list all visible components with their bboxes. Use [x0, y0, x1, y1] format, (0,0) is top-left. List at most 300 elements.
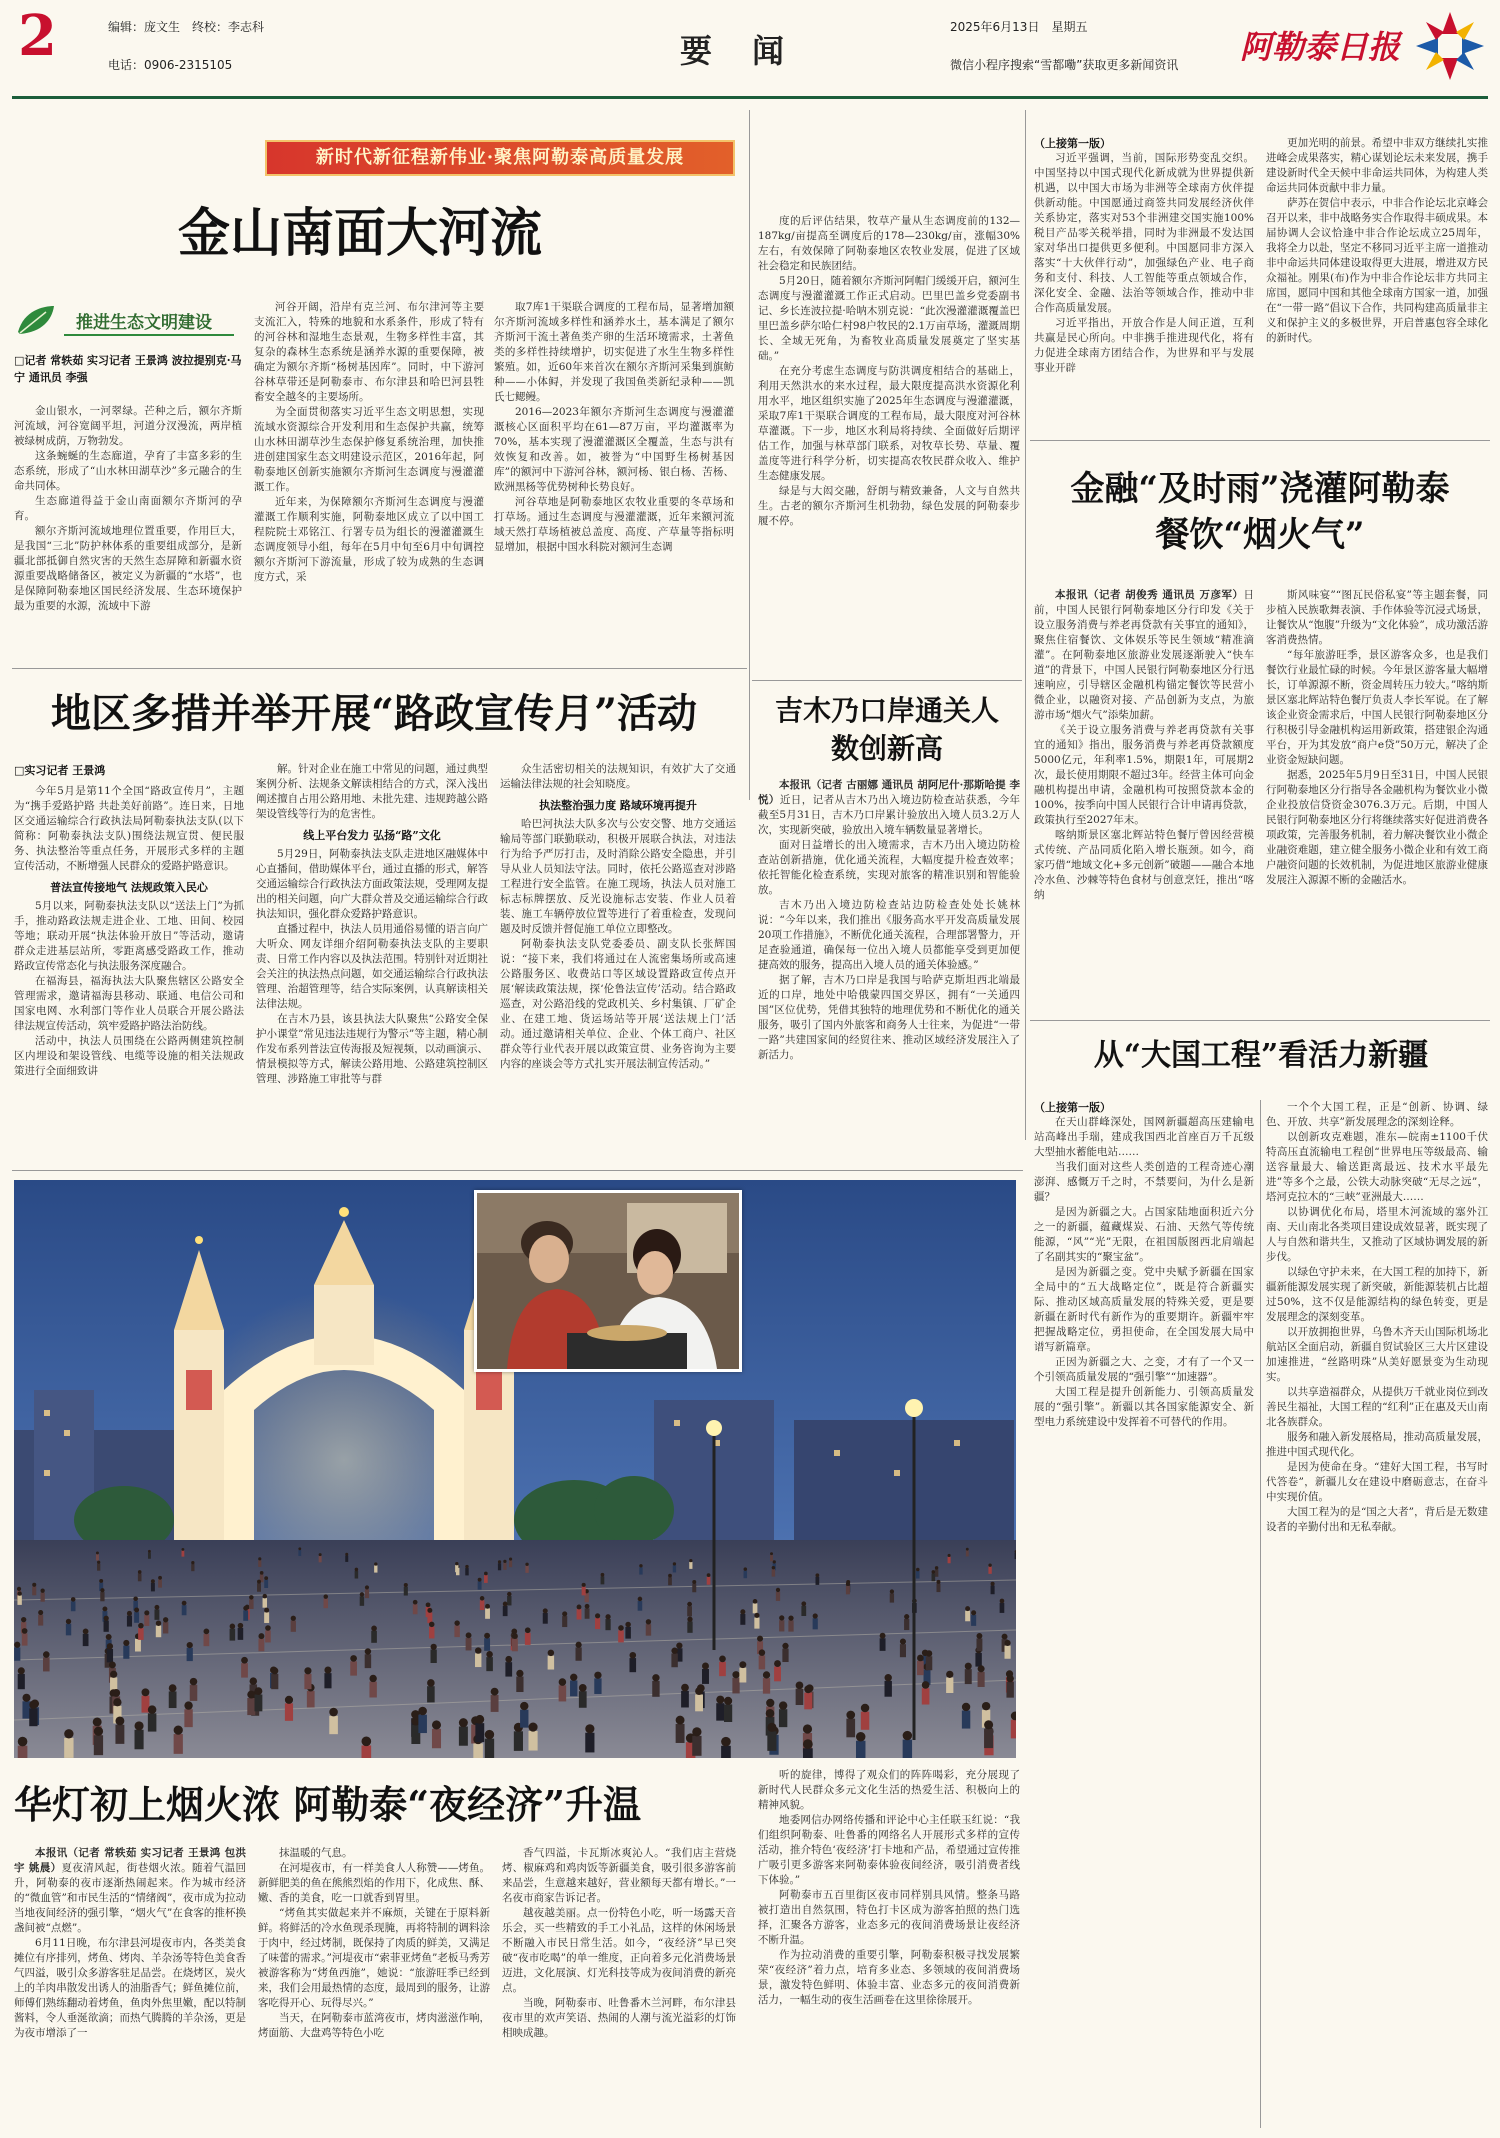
person-figure — [724, 1704, 732, 1722]
person-head — [668, 1574, 672, 1578]
article1-title: 金山南面大河流 — [177, 203, 542, 264]
person-figure — [796, 1689, 804, 1705]
person-head — [465, 1565, 468, 1568]
person-head — [846, 1711, 855, 1720]
person-head — [466, 1632, 472, 1638]
person-figure — [668, 1577, 672, 1585]
article7-byline: 本报讯（记者 常轶茹 实习记者 王景鸿 包洪宇 姚晨） — [14, 1847, 246, 1874]
person-figure — [978, 1672, 985, 1687]
person-figure — [707, 1577, 711, 1585]
person-head — [804, 1685, 812, 1693]
person-head — [880, 1633, 886, 1639]
person-figure — [66, 1624, 71, 1636]
person-head — [689, 1559, 692, 1562]
person-figure — [782, 1649, 788, 1662]
person-figure — [238, 1628, 244, 1640]
person-figure — [975, 1653, 981, 1667]
banner-text: 新时代新征程新伟业·聚焦阿勒泰高质量发展 — [315, 147, 685, 168]
person-figure — [243, 1610, 248, 1621]
person-figure — [816, 1577, 820, 1585]
person-head — [503, 1602, 508, 1607]
person-figure — [922, 1688, 930, 1704]
person-head — [813, 1613, 818, 1618]
person-head — [285, 1696, 293, 1704]
person-figure — [498, 1563, 501, 1570]
person-figure — [721, 1746, 731, 1758]
person-head — [962, 1703, 970, 1711]
person-head — [138, 1570, 142, 1574]
person-head — [803, 1724, 812, 1733]
person-figure — [138, 1574, 142, 1582]
person-head — [110, 1671, 117, 1678]
person-head — [191, 1561, 194, 1564]
person-figure — [475, 1723, 484, 1742]
person-figure — [625, 1627, 630, 1639]
person-head — [978, 1665, 985, 1672]
person-head — [431, 1644, 437, 1650]
person-figure — [473, 1743, 483, 1758]
person-figure — [687, 1621, 692, 1632]
person-figure — [559, 1685, 567, 1701]
person-figure — [976, 1638, 982, 1651]
person-head — [485, 1604, 490, 1609]
person-figure — [1006, 1682, 1013, 1698]
person-figure — [740, 1614, 745, 1625]
person-head — [548, 1650, 554, 1656]
editor-line: 编辑：庞文生 终校：李志科 — [108, 20, 265, 34]
person-head — [169, 1684, 177, 1692]
person-figure — [503, 1606, 508, 1616]
article1-kicker — [14, 302, 234, 342]
person-head — [528, 1722, 537, 1731]
person-figure — [903, 1740, 912, 1758]
person-head — [109, 1661, 116, 1668]
person-head — [716, 1696, 724, 1704]
person-head — [134, 1608, 139, 1613]
person-figure — [525, 1566, 528, 1573]
person-head — [676, 1716, 685, 1725]
person-head — [562, 1611, 567, 1616]
person-head — [692, 1727, 701, 1736]
person-figure — [123, 1646, 129, 1659]
article3-byline: 本报讯（记者 古丽娜 通讯员 胡阿尼什·那斯哈提 李悦） — [758, 779, 1020, 806]
person-head — [204, 1629, 210, 1635]
person-head — [241, 1657, 248, 1664]
person-figure — [324, 1599, 328, 1609]
person-head — [304, 1667, 311, 1674]
person-head — [174, 1725, 183, 1734]
person-figure — [585, 1608, 590, 1618]
person-figure — [543, 1613, 548, 1624]
person-head — [38, 1610, 43, 1615]
person-figure — [324, 1673, 331, 1688]
person-figure — [904, 1619, 909, 1630]
person-figure — [100, 1592, 104, 1601]
person-head — [916, 1568, 920, 1572]
article5-col2: 斯风味宴”“图瓦民俗私宴”等主题套餐，同步植入民族歌舞表演、手作体验等沉浸式场景，让餐饮从“饱腹”升级为“文化体验”，成功激活游客消费热情。 “每年旅游旺季，景区游客众多，也是我们餐饮行业最忙碌的时候。今年景区游客量大幅增长，订单源源不断，资金周转压力较大。”喀纳斯景区塞北辉站特色餐厅负责人李长军说。在了解该企业资金需求后，中国人民银行阿勒泰地区分行积极引导金融机构运用新政策，搭建银企沟通平台，开为其发放“商户e贷”50万元，解决了企业资金短缺问题。 据悉，2025年5月9日至31日，中国人民银行阿勒泰地区分行指导各金融机构为餐饮业小微企业投放信贷资金3076.3万元。后期，中国人民银行阿勒泰地区分行将继续落实好促进消费各项政策，完善服务机制，着力解决餐饮业小微企业融资难题，建立健全服务小微企业和有效工商户融资问题的长效机制，为促进地区旅游业健康发展注入源源不断的金融活水。 — [1266, 589, 1488, 886]
person-head — [350, 1655, 357, 1662]
person-figure — [127, 1616, 132, 1627]
person-figure — [763, 1678, 770, 1694]
person-head — [22, 1694, 30, 1702]
person-figure — [971, 1615, 976, 1626]
person-figure — [776, 1592, 780, 1601]
person-figure — [779, 1709, 787, 1727]
person-figure — [22, 1633, 28, 1645]
article7-col2: 抹温暖的气息。 在河堤夜市，有一样美食人人称赞——烤鱼。新鲜肥美的鱼在熊熊烈焰的作用下，化成焦、酥、嫩、香的美食，吃一口就香到胃里。 “烤鱼其实做起来并不麻烦，关键在于原料新鲜。将鲜活的冷水鱼现杀现腌，再将特制的调料涂于肉中，经过烤制，既保持了肉质的鲜美，又满足了味蕾的需求。”河堤夜市“索菲亚烤鱼”老板马秀芳被游客称为“烤鱼西施”，她说：“旅游旺季已经到来，我们会用最热情的态度，最周到的服务，让游客吃得开心、玩得尽兴。” 当天，在阿勒泰市蓝湾夜市，烤肉滋滋作响，烤面筋、大盘鸡等特色小吃 — [258, 1847, 490, 2039]
person-head — [154, 1605, 159, 1610]
person-figure — [846, 1719, 855, 1738]
person-head — [418, 1707, 427, 1716]
person-figure — [774, 1667, 781, 1682]
person-figure — [673, 1565, 676, 1572]
person-head — [484, 1572, 488, 1576]
person-figure — [241, 1663, 248, 1677]
person-figure — [966, 1550, 969, 1556]
wechat-line: 微信小程序搜索“雪都嘞”获取更多新闻资讯 — [950, 58, 1179, 72]
person-figure — [307, 1691, 315, 1708]
person-figure — [739, 1668, 746, 1683]
person-figure — [520, 1710, 528, 1728]
article2-byline: □实习记者 王景鸿 — [14, 764, 106, 777]
person-head — [123, 1640, 129, 1646]
person-figure — [263, 1598, 267, 1608]
person-figure — [926, 1656, 933, 1670]
person-head — [618, 1625, 624, 1631]
person-figure — [184, 1709, 192, 1727]
person-figure — [190, 1685, 198, 1701]
person-figure — [29, 1708, 37, 1726]
person-head — [695, 1687, 703, 1695]
article2-col3: 众生活密切相关的法规知识，有效扩大了交通运输法律法规的社会知晓度。 执法整治强力度 路域环境再提升 哈巴河执法大队多次与公安交警、地方交通运输局等部门联勤联动，积极开展联合执法，对违法行为给予严厉打击，及时消除公路安全隐患，并引导从业人员知法守法。同时，依托公路巡查对涉路工程进行安全监管。在施工现场，执法人员对施工标志标牌摆放、反光设施标志安装、作业人员着装、施工车辆停放位置等进行了着重检查，发现问题及时反馈并督促施工单位立即整改。 阿勒泰执法支队党委委员、副支队长张辉国说：“接下来，我们将通过在人流密集场所或高速公路服务区、收费站口等区域设置路政宣传点开展‘解读政策法规，探‘伦鲁法宣传’活动。结合路政巡查，对公路沿线的党政机关、乡村集镇、厂矿企业、在建工地、货运场站等开展‘送法规上门’活动。通过邀请相关单位、企业、个体工商户、社区群众等行业代表开展以政策宣贯、业务咨询为主要内容的座谈会等方式扎实开展法制宣传活动。” — [500, 763, 736, 1070]
person-head — [17, 1591, 21, 1595]
person-head — [181, 1548, 184, 1551]
person-figure — [570, 1680, 577, 1696]
person-head — [585, 1604, 590, 1609]
person-head — [763, 1671, 770, 1678]
person-head — [525, 1563, 528, 1566]
person-figure — [804, 1693, 812, 1710]
person-figure — [291, 1621, 296, 1632]
person-head — [362, 1737, 372, 1747]
person-head — [250, 1677, 258, 1685]
person-head — [18, 1737, 28, 1747]
person-figure — [548, 1656, 554, 1670]
person-head — [766, 1699, 774, 1707]
article1-col2: 河谷开阔，沿岸有克兰河、布尔津河等主要支流汇入，特殊的地貌和水系条件，形成了特有的河谷林和湿地生态景观，生物多样性丰富，其复杂的森林生态系统是涵养水源的重要保障，被确定为额尔齐斯“杨树基因库”。同时，中下游河谷林草带还是阿勒泰市、布尔津县和哈巴河县牲畜安全越冬的主要场所。 为全面贯彻落实习近平生态文明思想，实现流域水资源综合开发利用和生态保护共赢，统筹山水林田湖草沙生态保护修复系统治理，加快推进创建国家生态文明建设示范区，2016年起，阿勒泰地区创新实施额尔齐斯河生态调度与漫灌灌溉工作。 近年来，为保障额尔齐斯河生态调度与漫灌灌溉工作顺利实施，阿勒泰地区成立了以中国工程院院士邓铭江、行署专员为组长的漫灌灌溉生态调度领导小组，每年在5月中旬至6月中旬调控额尔齐斯河下游流量，形成了较为成熟的生态调度方式，采 — [254, 301, 484, 583]
person-figure — [151, 1583, 155, 1591]
article2-subhead2: 线上平台发力 弘扬“路”文化 — [303, 829, 441, 842]
person-figure — [169, 1691, 177, 1708]
person-head — [687, 1617, 692, 1622]
person-figure — [1005, 1646, 1011, 1659]
person-head — [260, 1571, 264, 1575]
person-figure — [948, 1557, 951, 1564]
person-figure — [365, 1589, 369, 1598]
person-figure — [148, 1713, 157, 1731]
article6-col1: （上接第一版） 在天山群峰深处，国网新疆超高压建输电站高峰出手瑞，建成我国西北首座百万千瓦级大型抽水蓄能电站…… 当我们面对这些人类创造的工程奇迹心潮澎湃、感慨万千之时，不禁要问，为什么是新疆？ 是因为新疆之大。占国家陆地面积近六分之一的新疆，蕴藏煤炭、石油、天然气等传统能源，“风”“光”无限，在祖国版图西北肩端起了名副其实的“聚宝盆”。 是因为新疆之变。党中央赋予新疆在国家全局中的“五大战略定位”，既是符合新疆实际、推动区域高质量发展的特殊关爱，更是要新疆在新时代有新作为的重要期许。新疆牢牢把握战略定位，勇担使命，在全国发展大局中谱写新篇章。 正因为新疆之大、之变，才有了一个又一个引领高质量发展的“强引擎”“加速器”。 大国工程是提升创新能力、引领高质量发展的“强引擎”。新疆以其各国家能源安全、新型电力系统建设中发挥着不可替代的作用。 — [1034, 1101, 1254, 1428]
person-figure — [459, 1726, 468, 1745]
person-head — [576, 1642, 582, 1648]
person-figure — [365, 1654, 371, 1668]
person-figure — [362, 1745, 372, 1758]
person-head — [71, 1597, 76, 1602]
person-figure — [418, 1715, 427, 1733]
person-figure — [466, 1638, 472, 1651]
person-head — [605, 1614, 610, 1619]
person-figure — [484, 1575, 488, 1583]
person-head — [427, 1608, 432, 1613]
person-head — [773, 1560, 776, 1563]
person-figure — [43, 1657, 50, 1671]
article2-subhead3: 执法整治强力度 路域环境再提升 — [539, 799, 697, 812]
person-head — [135, 1721, 144, 1730]
person-head — [475, 1647, 481, 1653]
person-figure — [374, 1565, 377, 1572]
person-figure — [64, 1738, 73, 1758]
person-head — [374, 1562, 377, 1565]
person-figure — [577, 1609, 582, 1619]
inset-photo — [474, 1190, 742, 1372]
person-figure — [753, 1603, 758, 1613]
article2-col1: 今年5月是第11个全国“路政宣传月”，主题为“携手爱路护路 共赴美好前路”。连日来，日地区交通运输综合行政执法局阿勒泰执法支队(以下简称：阿勒泰执法支队)围绕法规宣贯、便民服务、执法整治等重点任务，开展形式多样的主题宣传活动，不断增强人民群众的爱路护路意识。 普法宣传接地气 法规政策入民心 5月以来，阿勒泰执法支队以“送法上门”为抓手，推动路政法规走进企业、工地、田间、校园等地；联动开展“执法体验开放日”等活动，邀请群众走进基层站所，零距离感受路政工作，推动路政宣传常态化与执法服务深度融合。 在福海县，福海执法大队聚焦辖区公路安全管理需求，邀请福海县移动、联通、电信公司和国家电网、水利部门等作业人员联合开展公路法律法规宣传活动，筑牢爱路护路法治防线。 活动中，执法人员围绕在公路两侧建筑控制区内埋设和架设管线、电缆等设施的相关法规政策进行全面细致讲 — [14, 785, 244, 1077]
person-figure — [182, 1605, 187, 1615]
person-figure — [962, 1711, 970, 1729]
person-figure — [18, 1746, 28, 1758]
person-figure — [1015, 1553, 1016, 1559]
person-figure — [247, 1698, 255, 1715]
article6-title: 从“大国工程”看活力新疆 — [1093, 1038, 1429, 1073]
person-head — [187, 1642, 193, 1648]
person-figure — [319, 1556, 322, 1562]
person-head — [767, 1723, 776, 1732]
person-head — [127, 1611, 132, 1616]
phone-line: 电话：0906-2315105 — [108, 58, 233, 72]
person-head — [922, 1681, 930, 1689]
tasting-photo — [477, 1193, 739, 1369]
person-figure — [427, 1612, 432, 1623]
person-head — [498, 1560, 501, 1563]
person-figure — [595, 1618, 600, 1629]
person-figure — [148, 1553, 151, 1559]
person-head — [673, 1562, 676, 1565]
person-head — [948, 1554, 951, 1557]
person-head — [138, 1623, 144, 1629]
person-head — [507, 1592, 511, 1596]
person-head — [247, 1691, 255, 1699]
person-head — [965, 1606, 970, 1611]
person-figure — [465, 1568, 468, 1575]
person-figure — [779, 1620, 784, 1631]
person-figure — [115, 1725, 124, 1744]
person-figure — [754, 1618, 759, 1629]
person-head — [264, 1608, 269, 1613]
person-head — [525, 1627, 531, 1633]
person-head — [148, 1550, 151, 1553]
person-head — [629, 1652, 636, 1659]
person-head — [976, 1633, 982, 1639]
person-head — [732, 1671, 739, 1678]
person-figure — [271, 1674, 278, 1689]
article4-col2: 更加光明的前景。希望中非双方继续扎实推进峰会成果落实，精心谋划论坛未来发展，携手建设新时代全天候中非命运共同体，为构建人类命运共同体贡献中非力量。 萨苏在贺信中表示，中非合作论坛北京峰会召开以来，非中战略务实合作取得丰硕成果。本届协调人会议恰逢中非合作论坛成立25周年，我将全力以赴，坚定不移同习近平主席一道推动非中命运共同体建设取得更大进展，增进双方民众福祉。刚果(布)作为中非合作论坛非方共同主席国，愿同中国和其他全球南方国家一道，加强在“一带一路”倡议下合作，共同构建高质量非主义和保护主义的多极世界，开启普惠包容全球化的新时代。 — [1266, 137, 1488, 344]
person-figure — [788, 1620, 793, 1631]
person-figure — [965, 1611, 970, 1622]
person-head — [104, 1616, 109, 1621]
person-head — [319, 1553, 322, 1556]
person-figure — [484, 1638, 490, 1651]
person-head — [96, 1551, 99, 1554]
person-figure — [932, 1573, 936, 1581]
person-figure — [562, 1616, 567, 1627]
person-head — [257, 1580, 261, 1584]
person-head — [559, 1678, 567, 1686]
person-head — [991, 1582, 995, 1586]
person-figure — [258, 1639, 264, 1652]
person-figure — [138, 1628, 144, 1640]
person-head — [744, 1567, 748, 1571]
article7-col4: 听的旋律，博得了观众们的阵阵喝彩，充分展现了新时代人民群众多元文化生活的热爱生活、积极向上的精神风貌。 地委网信办网络传播和评论中心主任联玉红说：“我们组织阿勒泰、吐鲁番的网络名人开展形式多样的宣传活动，推介特色‘夜经济’打卡地和产品，希望通过宣传推广吸引更多游客来阿勒泰体验夜间经济，吸引消费者线下体验。” 阿勒泰市五百里街区夜市同样别具风情。整条马路被打造出自然氛围，特色打卡区成为游客拍照的热门选择，汇聚各方游客，业态多元的夜间消费场景让夜经济不断升温。 作为拉动消费的重要引擎，阿勒泰积极寻找发展繁荣“夜经济”着力点，培育多业态、多领域的夜间消费场景，激发特色鲜明、体验丰富、业态多元的夜间消费新活力，一幅生动的夜生活画卷在这里徐徐展开。 — [758, 1769, 1020, 2006]
person-head — [365, 1585, 369, 1589]
person-head — [151, 1579, 155, 1583]
person-figure — [605, 1619, 610, 1630]
person-head — [638, 1597, 643, 1602]
person-head — [99, 1579, 103, 1583]
person-head — [455, 1562, 458, 1565]
person-head — [904, 1614, 909, 1619]
person-figure — [491, 1695, 499, 1712]
person-figure — [480, 1600, 485, 1610]
person-head — [646, 1619, 651, 1624]
person-head — [754, 1613, 759, 1618]
person-head — [454, 1620, 459, 1625]
person-figure — [265, 1630, 271, 1642]
person-head — [148, 1705, 157, 1714]
person-head — [702, 1663, 709, 1670]
person-head — [903, 1731, 912, 1740]
person-figure — [163, 1622, 168, 1633]
person-head — [485, 1730, 494, 1739]
person-head — [258, 1633, 264, 1639]
person-head — [1006, 1675, 1013, 1682]
person-head — [932, 1570, 936, 1574]
person-head — [719, 1656, 726, 1663]
person-figure — [890, 1593, 894, 1602]
person-figure — [404, 1587, 408, 1596]
person-head — [255, 1687, 263, 1695]
person-head — [29, 1701, 37, 1709]
person-figure — [695, 1694, 703, 1711]
person-head — [243, 1606, 248, 1611]
person-figure — [32, 1587, 36, 1596]
person-figure — [689, 1562, 692, 1569]
article5-title: 金融“及时雨”浇灌阿勒泰餐饮“烟火气” — [1070, 469, 1450, 555]
person-head — [757, 1636, 763, 1642]
person-head — [190, 1678, 198, 1686]
person-head — [965, 1663, 972, 1670]
person-figure — [594, 1678, 601, 1694]
person-figure — [638, 1601, 643, 1611]
person-head — [966, 1548, 969, 1551]
person-figure — [345, 1556, 348, 1562]
person-head — [115, 1716, 124, 1725]
person-head — [766, 1709, 775, 1718]
person-head — [774, 1660, 781, 1667]
person-head — [594, 1672, 601, 1679]
article1-col3: 取7库1干渠联合调度的工程布局，显著增加额尔齐斯河流域多样性和涵养水土，基本满足了额尔齐斯河干流土著鱼类产卵的生活环境需求，土著鱼类的多样性持续增护，切实促进了水生生物多样性繁殖。如，近60年来首次在额尔齐斯河采集到旗鲂种——小体鲟，并发现了我国鱼类新纪录种——凯氏七鳃鳗。 2016—2023年额尔齐斯河生态调度与漫灌灌溉核心区面积平均在61—87万亩，平均灌溉率为70%，基本实现了漫灌灌溉区全覆盖，生态与洪有效恢复和改善。如，被誉为“中国野生杨树基因库”的额河中下游河谷林，额河杨、银白杨、苦杨、欧洲黑杨等优势树种长势良好。 河谷草地是阿勒泰地区农牧业重要的冬草场和打草场。通过生态调度与漫灌灌溉，近年来额河流域天然打草场植被总盖度、高度、产草量等指标明显增加，根据中国水科院对额河生态调 — [494, 301, 734, 553]
person-head — [404, 1583, 408, 1587]
person-figure — [17, 1595, 21, 1604]
person-head — [360, 1592, 364, 1596]
person-head — [480, 1596, 485, 1601]
main-photo — [14, 1180, 1016, 1758]
person-head — [671, 1648, 677, 1654]
person-head — [113, 1698, 121, 1706]
person-figure — [767, 1731, 776, 1751]
person-head — [106, 1634, 112, 1640]
person-head — [900, 1638, 906, 1644]
person-figure — [514, 1731, 523, 1751]
person-head — [14, 1642, 20, 1648]
person-head — [512, 1633, 518, 1639]
person-head — [429, 1622, 434, 1627]
person-head — [158, 1576, 162, 1580]
person-head — [102, 1606, 107, 1611]
person-figure — [431, 1650, 437, 1663]
person-figure — [144, 1615, 149, 1626]
person-head — [890, 1589, 894, 1593]
person-figure — [692, 1584, 696, 1593]
person-figure — [18, 1674, 25, 1689]
person-head — [885, 1674, 892, 1681]
article2-subhead1: 普法宣传接地气 法规政策入民心 — [50, 881, 208, 894]
article6-continued: （上接第一版） — [1034, 1101, 1111, 1114]
paper-name: 阿勒泰日报 — [1240, 28, 1401, 66]
person-head — [100, 1588, 104, 1592]
person-figure — [759, 1655, 765, 1669]
person-head — [1000, 1599, 1005, 1604]
person-head — [639, 1564, 642, 1567]
person-figure — [14, 1647, 20, 1660]
article7-col3: 香气四溢，卡瓦斯冰爽沁人。“我们店主营烧烤、椒麻鸡和鸡肉饭等新疆美食，吸引很多游客前来品尝，生意越来越好，营业额每天都有增长。”一名夜市商家告诉记者。 越夜越美丽。点一份特色小吃，听一场露天音乐会，买一些精致的手工小礼品，这样的休闲场景不断融入市民日常生活。如今，“夜经济”早已突破“夜市吃喝”的单一维度，正向着多元化消费场景迈进，文化展演、灯光科技等成为夜间消费的新亮点。 当晚，阿勒泰市、吐鲁番木兰河畔，布尔津县夜市里的欢声笑语、热闹的人潮与流光溢彩的灯饰相映成趣。 — [502, 1847, 736, 2039]
person-figure — [104, 1621, 109, 1632]
person-head — [329, 1708, 338, 1717]
person-figure — [772, 1569, 775, 1576]
person-head — [230, 1624, 236, 1630]
article1-col1: 金山银水，一河翠绿。芒种之后，额尔齐斯河流域，河谷宽阔平坦，河道分汊漫流，两岸植被绿树成荫，万物勃发。 这条蜿蜒的生态廊道，孕育了丰富多彩的生态系统，形成了“山水林田湖草沙”多元融合的生命共同体。 生态廊道得益于金山南面额尔齐斯河的孕育。 额尔齐斯河流域地理位置重要，作用巨大，是我国“三北”防护林体系的重要组成部分，是新疆北部抵御自然灾害的天然生态屏障和新疆水资源重要战略储备区，被定义为新疆的“水塔”，也是保障阿勒泰地区国民经济发展、生态环境保护最为重要的水源，流域中下游 — [14, 405, 242, 612]
person-figure — [83, 1634, 89, 1646]
issue-date: 2025年6月13日 星期五 — [950, 20, 1088, 34]
person-figure — [71, 1601, 76, 1611]
person-figure — [41, 1593, 45, 1602]
person-head — [740, 1609, 745, 1614]
person-head — [772, 1566, 775, 1569]
leaf-icon — [14, 302, 58, 338]
person-figure — [264, 1612, 269, 1623]
person-figure — [579, 1691, 587, 1708]
person-figure — [509, 1560, 512, 1567]
person-figure — [639, 1567, 642, 1574]
person-head — [94, 1727, 103, 1736]
article7-col1: 本报讯（记者 常轶茹 实习记者 王景鸿 包洪宇 姚晨）夏夜清风起，街巷烟火浓。随着气温回升，阿勒泰的夜市逐渐热闹起来。作为城市经济的“微血管”和市民生活的“情绪阀”，夜市成为拉动当地夜间经济的强引擎，“烟火气”在食客的推杯换盏间被“点燃”。 6月11日晚，布尔津县河堤夜市内，各类美食摊位有序排列，烤鱼、烤肉、羊杂汤等特色美食香气四溢，吸引众多游客驻足品尝。在烧烤区，炭火上的羊肉串散发出诱人的油脂香气；鲜鱼摊位前，师傅们熟练翻动着烤鱼，鱼肉外焦里嫩，配以特制酱料，令人垂涎欲滴；而热气腾腾的羊杂汤，更是为夜市增添了一 — [14, 1847, 246, 2039]
person-figure — [97, 1564, 100, 1571]
person-head — [982, 1702, 990, 1710]
person-figure — [676, 1724, 685, 1743]
person-figure — [1011, 1720, 1016, 1739]
person-figure — [158, 1579, 162, 1587]
person-head — [83, 1628, 89, 1634]
person-figure — [413, 1604, 418, 1614]
person-head — [988, 1563, 991, 1566]
